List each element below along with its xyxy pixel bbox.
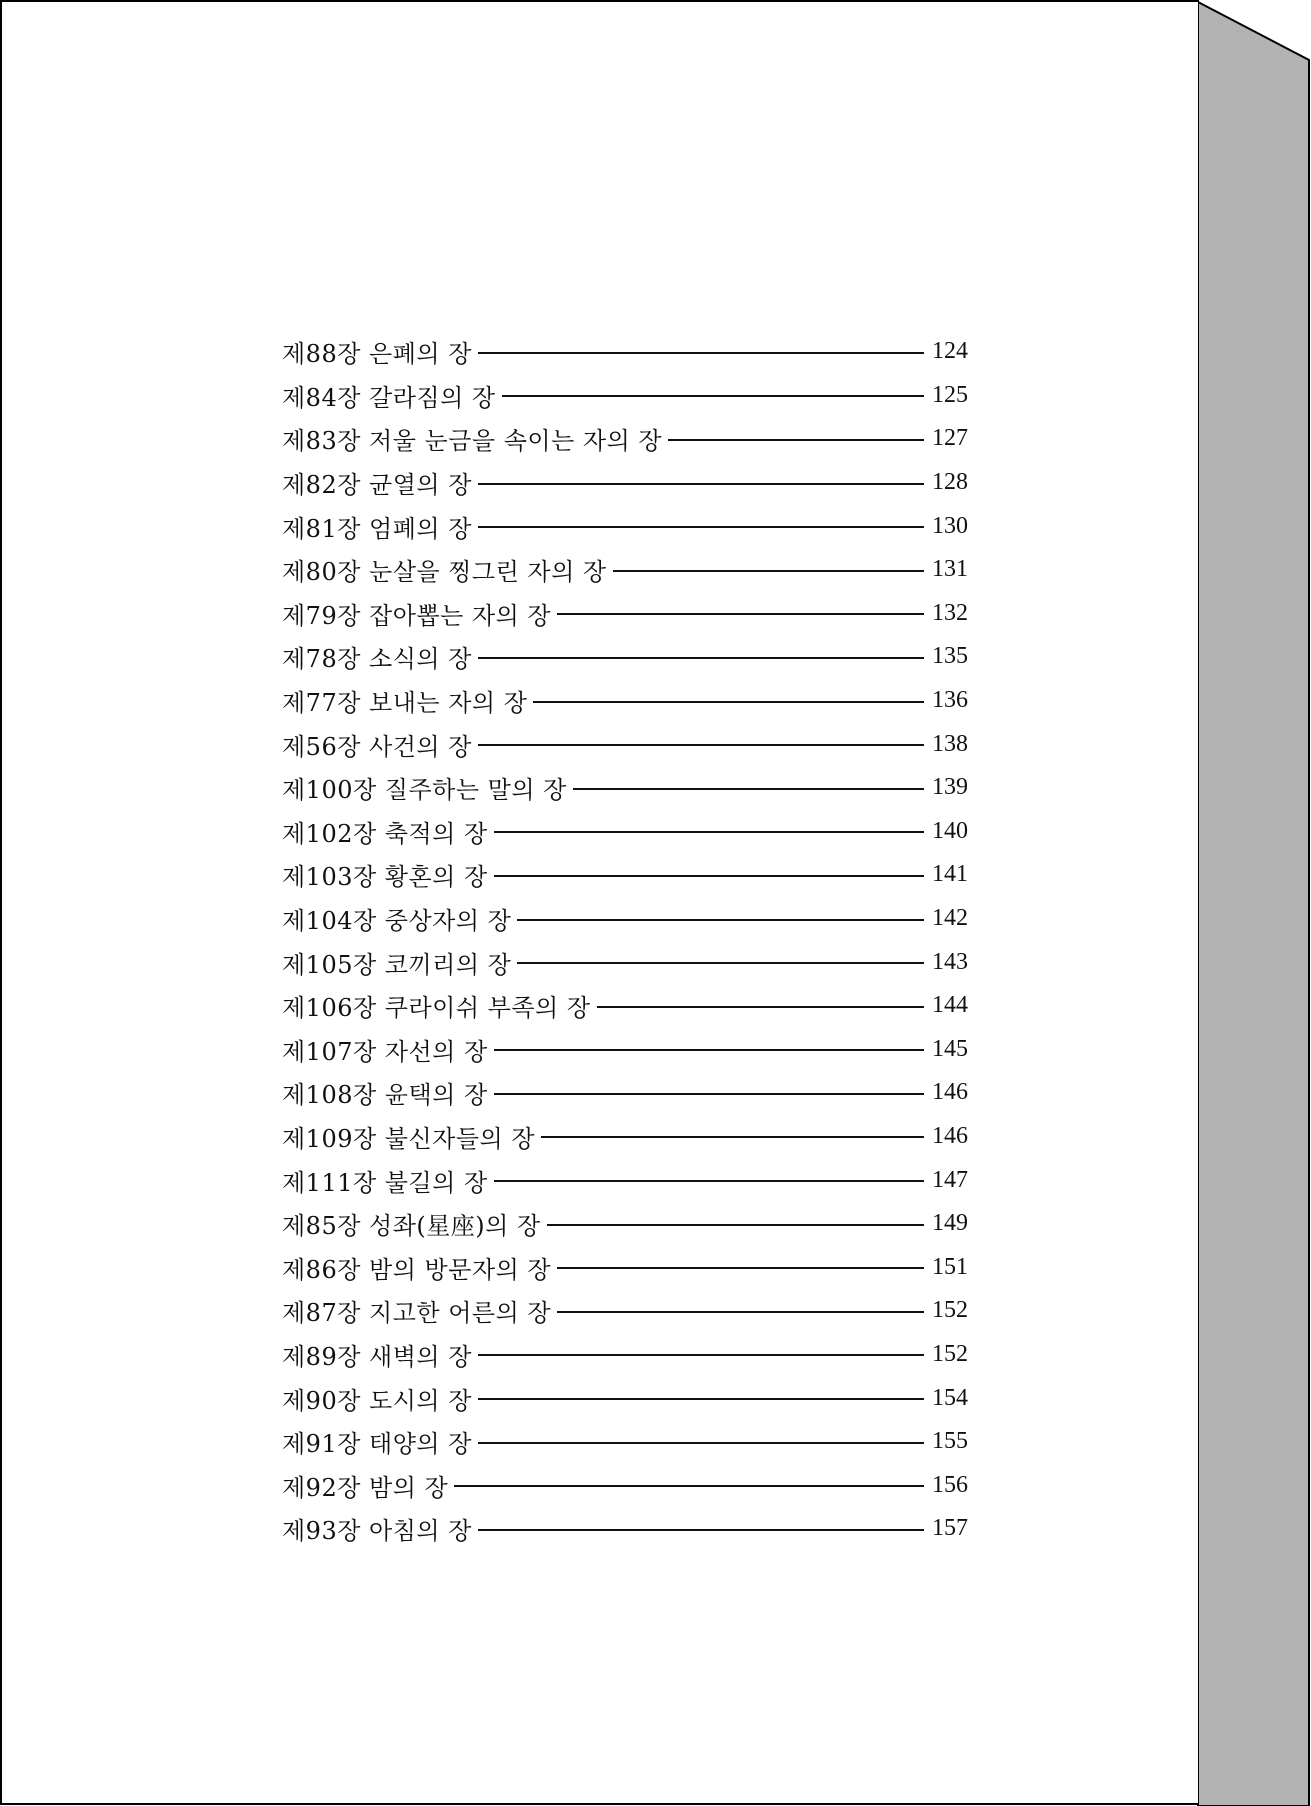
toc-entry-title: 제105장 코끼리의 장 [282, 950, 512, 979]
toc-entry [282, 1507, 968, 1551]
toc-entry-leader-line [494, 831, 924, 833]
toc-entry-leader-line [478, 1442, 924, 1444]
toc-entry-page-number: 143 [932, 948, 968, 975]
toc-entry [282, 1245, 968, 1289]
toc-entry-page-number: 135 [932, 643, 968, 670]
toc-entry-page-number: 151 [932, 1253, 968, 1280]
toc-entry-leader-line [517, 919, 924, 921]
toc-entry [282, 417, 968, 461]
toc-entry-title: 제107장 자선의 장 [282, 1037, 488, 1066]
toc-entry-page-number: 149 [932, 1210, 968, 1237]
toc-entry [282, 1420, 968, 1464]
toc-entry-title: 제102장 축적의 장 [282, 819, 488, 848]
toc-entry-page-number: 147 [932, 1166, 968, 1193]
toc-entry [282, 1158, 968, 1202]
toc-entry-leader-line [494, 875, 924, 877]
toc-entry [282, 461, 968, 505]
table-of-contents [282, 330, 968, 1551]
toc-entry-page-number: 140 [932, 817, 968, 844]
toc-entry-leader-line [557, 1267, 924, 1269]
toc-entry-leader-line [557, 1311, 924, 1313]
toc-entry [282, 810, 968, 854]
toc-entry-title: 제81장 엄폐의 장 [282, 514, 472, 543]
toc-entry-leader-line [613, 570, 924, 572]
toc-entry-leader-line [494, 1180, 924, 1182]
toc-entry-title: 제103장 황혼의 장 [282, 863, 488, 892]
toc-entry-page-number: 142 [932, 905, 968, 932]
toc-entry-leader-line [517, 962, 924, 964]
toc-entry-leader-line [478, 526, 924, 528]
toc-entry-page-number: 131 [932, 556, 968, 583]
toc-entry-title: 제111장 불길의 장 [282, 1168, 488, 1197]
toc-entry [282, 330, 968, 374]
toc-entry-title: 제106장 쿠라이쉬 부족의 장 [282, 994, 591, 1023]
toc-entry-page-number: 146 [932, 1079, 968, 1106]
toc-entry-leader-line [478, 483, 924, 485]
toc-entry-page-number: 125 [932, 381, 968, 408]
toc-entry-page-number: 144 [932, 992, 968, 1019]
toc-entry-page-number: 127 [932, 425, 968, 452]
toc-entry-leader-line [533, 701, 924, 703]
toc-entry [282, 984, 968, 1028]
toc-entry [282, 722, 968, 766]
book-page [2, 2, 1198, 1803]
toc-entry [282, 592, 968, 636]
toc-entry-page-number: 128 [932, 469, 968, 496]
toc-entry-title: 제82장 균열의 장 [282, 471, 472, 500]
toc-entry-title: 제89장 새벽의 장 [282, 1342, 472, 1371]
toc-entry-title: 제109장 불신자들의 장 [282, 1124, 536, 1153]
toc-entry-page-number: 145 [932, 1035, 968, 1062]
toc-entry-page-number: 139 [932, 774, 968, 801]
toc-entry-page-number: 156 [932, 1471, 968, 1498]
toc-entry-page-number: 154 [932, 1384, 968, 1411]
toc-entry-leader-line [478, 1529, 924, 1531]
toc-entry-title: 제79장 잡아뽑는 자의 장 [282, 601, 552, 630]
toc-entry [282, 504, 968, 548]
toc-entry-leader-line [597, 1006, 924, 1008]
toc-entry [282, 1028, 968, 1072]
toc-entry-title: 제77장 보내는 자의 장 [282, 689, 528, 718]
toc-entry-title: 제56장 사건의 장 [282, 732, 472, 761]
toc-entry [282, 766, 968, 810]
toc-entry-page-number: 138 [932, 730, 968, 757]
toc-entry-page-number: 157 [932, 1515, 968, 1542]
toc-entry [282, 1115, 968, 1159]
toc-entry-leader-line [494, 1049, 924, 1051]
toc-entry-leader-line [478, 1354, 924, 1356]
toc-entry [282, 1071, 968, 1115]
toc-entry-title: 제84장 갈라짐의 장 [282, 383, 496, 412]
toc-entry-title: 제87장 지고한 어른의 장 [282, 1299, 552, 1328]
toc-entry-leader-line [573, 788, 924, 790]
toc-entry-page-number: 136 [932, 687, 968, 714]
toc-entry [282, 897, 968, 941]
toc-entry [282, 679, 968, 723]
toc-entry-page-number: 152 [932, 1297, 968, 1324]
toc-entry-title: 제78장 소식의 장 [282, 645, 472, 674]
toc-entry-leader-line [478, 1398, 924, 1400]
toc-entry-title: 제91장 태양의 장 [282, 1430, 472, 1459]
toc-entry-title: 제92장 밤의 장 [282, 1473, 449, 1502]
toc-entry [282, 853, 968, 897]
toc-entry [282, 374, 968, 418]
toc-entry-title: 제83장 저울 눈금을 속이는 자의 장 [282, 427, 663, 456]
toc-entry [282, 548, 968, 592]
toc-entry-leader-line [494, 1093, 924, 1095]
toc-entry-leader-line [547, 1224, 924, 1226]
toc-entry-leader-line [478, 352, 924, 354]
toc-entry [282, 1463, 968, 1507]
toc-entry-leader-line [454, 1485, 924, 1487]
toc-entry-page-number: 146 [932, 1122, 968, 1149]
toc-entry [282, 635, 968, 679]
toc-entry [282, 1289, 968, 1333]
toc-entry-page-number: 141 [932, 861, 968, 888]
toc-entry-leader-line [478, 657, 924, 659]
toc-entry [282, 940, 968, 984]
toc-entry-title: 제100장 질주하는 말의 장 [282, 776, 567, 805]
toc-entry-page-number: 124 [932, 338, 968, 365]
toc-entry [282, 1376, 968, 1420]
toc-entry-title: 제104장 중상자의 장 [282, 907, 512, 936]
toc-entry-title: 제85장 성좌(星座)의 장 [282, 1212, 541, 1241]
toc-entry-leader-line [502, 395, 924, 397]
toc-entry-page-number: 130 [932, 512, 968, 539]
toc-entry-title: 제86장 밤의 방문자의 장 [282, 1255, 552, 1284]
toc-entry-leader-line [557, 613, 924, 615]
toc-entry-title: 제80장 눈살을 찡그린 자의 장 [282, 558, 607, 587]
toc-entry-leader-line [668, 439, 924, 441]
toc-entry-leader-line [478, 744, 924, 746]
toc-entry-title: 제93장 아침의 장 [282, 1517, 472, 1546]
toc-entry-title: 제90장 도시의 장 [282, 1386, 472, 1415]
toc-entry-title: 제88장 은폐의 장 [282, 340, 472, 369]
toc-entry [282, 1202, 968, 1246]
toc-entry-page-number: 152 [932, 1340, 968, 1367]
toc-entry [282, 1333, 968, 1377]
toc-entry-page-number: 132 [932, 599, 968, 626]
toc-entry-title: 제108장 윤택의 장 [282, 1081, 488, 1110]
toc-entry-page-number: 155 [932, 1428, 968, 1455]
toc-entry-leader-line [541, 1136, 924, 1138]
